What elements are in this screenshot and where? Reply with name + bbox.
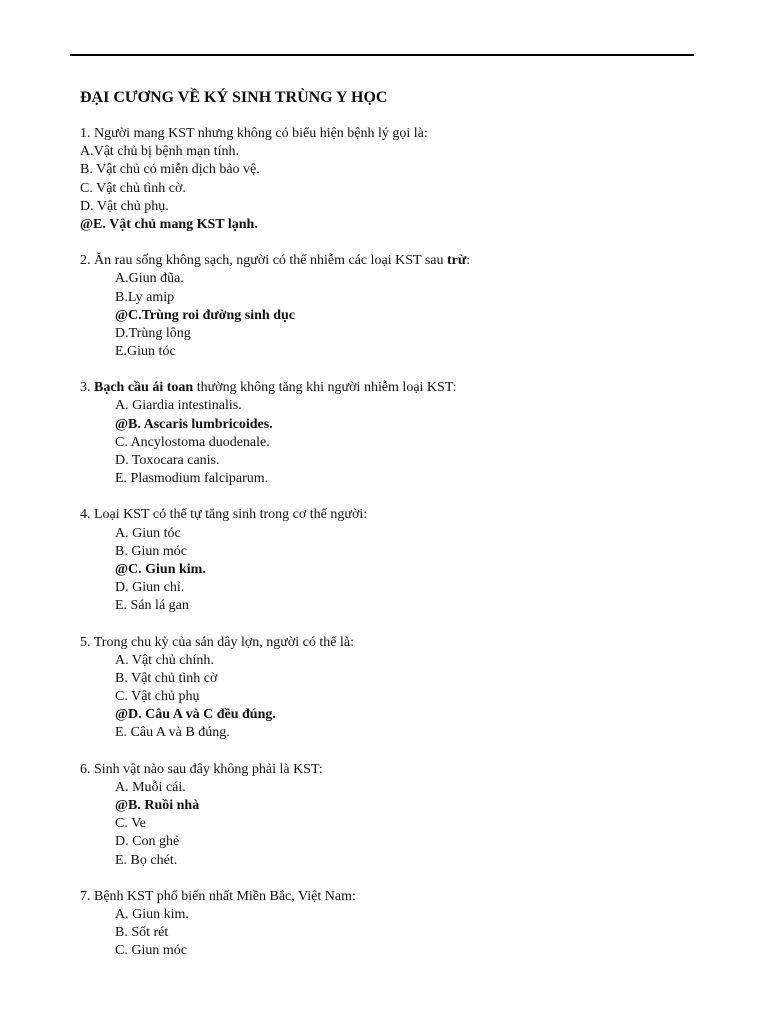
question-text-part: 2. Ăn rau sống không sạch, người có thể nhiễm các loại KST sau: [80, 253, 447, 269]
option-c: C. Giun móc: [115, 943, 187, 959]
question-2: [80, 252, 690, 361]
option-d: D.Trùng lông: [115, 325, 191, 341]
question-text: [80, 634, 690, 652]
option-e: E. Câu A và B đúng.: [115, 725, 230, 741]
document-title: ĐẠI CƯƠNG VỀ KÝ SINH TRÙNG Y HỌC: [80, 89, 388, 106]
option-list: [80, 525, 690, 616]
option-d: D. Toxocara canis.: [115, 453, 220, 468]
option-b: B. Vật chủ có miễn dịch bảo vệ.: [80, 162, 260, 178]
option-b-correct: @B. Ascaris lumbricoides.: [115, 416, 273, 432]
option-e: E. Plasmodium falciparum.: [115, 471, 269, 487]
option-c: C. Ancylostoma duodenale.: [115, 434, 270, 450]
question-text: [80, 888, 690, 906]
question-1: [80, 125, 690, 234]
option-b: B. Giun móc: [115, 543, 187, 559]
option-e: E.Giun tóc: [115, 344, 176, 360]
question-text-part: 1. Người mang KST nhưng không có biểu hiện bệnh lý gọi là:: [80, 126, 428, 141]
document-body: [80, 87, 690, 979]
option-a: A. Giun tóc: [115, 525, 181, 541]
question-3: [80, 379, 690, 488]
option-d-correct: @D. Câu A và C đều đúng.: [115, 707, 276, 723]
option-a: A. Giardia intestinalis.: [115, 398, 242, 414]
option-a: A. Muỗi cái.: [115, 779, 186, 795]
question-6: [80, 761, 690, 870]
question-7: [80, 888, 690, 961]
option-d: D. Con ghẻ: [115, 834, 180, 850]
option-c-correct: @C.Trùng roi đường sinh dục: [115, 307, 295, 323]
option-e: E. Bọ chét.: [115, 852, 178, 868]
question-text: [80, 761, 690, 779]
question-text-bold: trừ: [447, 253, 467, 269]
question-text-part: thường không tăng khi người nhiễm loại KST:: [193, 380, 457, 396]
option-b-correct: @B. Ruồi nhà: [115, 798, 200, 813]
option-b: B.Ly amip: [115, 289, 175, 305]
option-list: [80, 652, 690, 743]
option-c: C. Vật chủ phụ: [115, 689, 200, 705]
option-a: A.Giun đũa.: [115, 271, 184, 287]
option-list: [80, 906, 690, 961]
option-b: B. Sốt rét: [115, 925, 169, 941]
question-text-part: 7. Bệnh KST phổ biến nhất Miền Bắc, Việt Nam:: [80, 888, 356, 904]
top-rule: [70, 54, 694, 56]
option-list: [80, 397, 690, 488]
option-a: A.Vật chủ bị bệnh mạn tính.: [80, 144, 240, 160]
question-4: [80, 506, 690, 615]
option-a: A. Giun kim.: [115, 906, 189, 922]
option-c: C. Vật chủ tình cờ.: [80, 180, 186, 196]
question-text-part: :: [466, 253, 471, 269]
question-text-part: 3.: [80, 380, 94, 396]
question-text: [80, 125, 690, 143]
option-list: [80, 270, 690, 361]
question-text: [80, 506, 690, 524]
option-d: D. Giun chỉ.: [115, 580, 185, 596]
option-c-correct: @C. Giun kim.: [115, 561, 206, 577]
question-text-part: 4. Loại KST có thể tự tăng sinh trong cơ thể người:: [80, 507, 368, 523]
question-text: [80, 379, 690, 397]
option-a: A. Vật chủ chính.: [115, 652, 214, 668]
option-e: E. Sán lá gan: [115, 598, 189, 614]
question-text-part: 5. Trong chu kỳ của sán dây lợn, người có thể là:: [80, 634, 354, 650]
option-list: [80, 779, 690, 870]
option-list: [80, 143, 690, 234]
question-text-bold: Bạch cầu ái toan: [94, 380, 194, 396]
option-c: C. Ve: [115, 816, 146, 832]
question-5: [80, 634, 690, 743]
question-text: [80, 252, 690, 270]
question-text-part: 6. Sinh vật nào sau đây không phải là KST:: [80, 761, 323, 777]
option-b: B. Vật chủ tình cờ: [115, 670, 218, 686]
option-d: D. Vật chủ phụ.: [80, 198, 169, 214]
option-e-correct: @E. Vật chủ mang KST lạnh.: [80, 216, 258, 232]
